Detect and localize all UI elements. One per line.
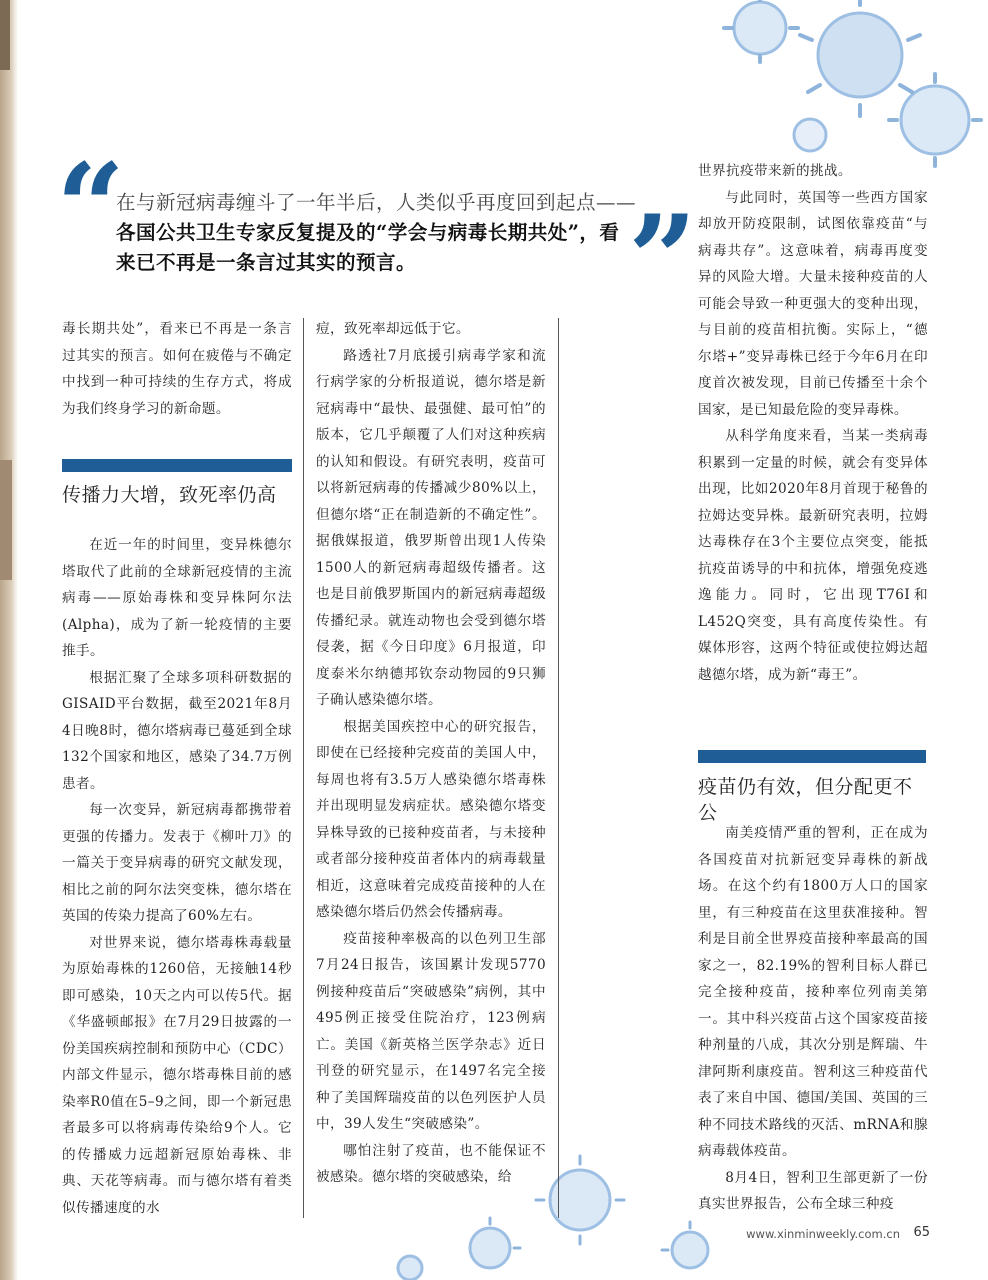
left-edge-photo <box>0 0 18 1280</box>
footer-url: www.xinminweekly.com.cn <box>746 1227 900 1241</box>
page-number: 65 <box>913 1225 930 1240</box>
pull-quote-bold: 各国公共卫生专家反复提及的“学会与病毒长期共处”，看来已不再是一条言过其实的预言。 <box>116 221 620 274</box>
col1-paragraph: 每一次变异，新冠病毒都携带着更强的传播力。发表于《柳叶刀》的一篇关于变异病毒的研究文献发现，相比之前的阿尔法突变株，德尔塔在英国的传染力提高了60%左右。 <box>62 802 292 924</box>
section-bar-1 <box>62 459 292 472</box>
col2-paragraph: 痘，致死率却远低于它。 <box>316 321 470 337</box>
column-3-body <box>698 820 928 1218</box>
column-divider-2 <box>558 318 559 1218</box>
pull-quote <box>116 188 636 278</box>
col3-paragraph: 8月4日，智利卫生部更新了一份真实世界报告，公布全球三种疫 <box>698 1169 928 1212</box>
col1-paragraph: 在近一年的时间里，变异株德尔塔取代了此前的全球新冠疫情的主流病毒——原始毒株和变异株阿尔法(Alpha)，成为了新一轮疫情的主要推手。 <box>62 537 292 659</box>
section-title-2: 疫苗仍有效，但分配更不公 <box>698 776 913 824</box>
col2-paragraph: 疫苗接种率极高的以色列卫生部7月24日报告，该国累计发现5770例接种疫苗后“突破感染”病例，其中495例正接受住院治疗，123例病亡。美国《新英格兰医学杂志》近日刊登的研究显示，在1497名完全接种了美国辉瑞疫苗的以色列医护人员中，39人发生“突破感染”。 <box>316 930 546 1132</box>
col2-paragraph: 哪怕注射了疫苗，也不能保证不被感染。德尔塔的突破感染，给 <box>316 1142 546 1185</box>
col3-paragraph: 世界抗疫带来新的挑战。 <box>698 163 852 179</box>
column-1-top <box>62 316 292 422</box>
virus-illustration-top-right-icon <box>680 0 988 180</box>
close-quote-icon: ” <box>628 189 698 330</box>
pull-quote-lead: 在与新冠病毒缠斗了一年半后，人类似乎再度回到起点—— <box>116 191 637 214</box>
col1-paragraph: 对世界来说，德尔塔毒株毒载量为原始毒株的1260倍，无接触14秒即可感染，10天之内可以传5代。据《华盛顿邮报》在7月29日披露的一份美国疾病控制和预防中心（CDC）内部文件显示，德尔塔毒株目前的感染率R0值在5–9之间，即一个新冠患者最多可以将病毒传染给9个人。它的传播威力远超新冠原始毒株、非典、天花等病毒。而与德尔塔有着类似传播速度的水 <box>62 934 292 1216</box>
col3-paragraph: 与此同时，英国等一些西方国家却放开防疫限制，试图依靠疫苗“与病毒共存”。这意味着，病毒再度变异的风险大增。大量未接种疫苗的人可能会导致一种更强大的变种出现，与目前的疫苗相抗衡。实际上，“德尔塔+”变异毒株已经于今年6月在印度首次被发现，目前已传播至十余个国家，是已知最危险的变异毒株。 <box>698 189 928 418</box>
section-title-1: 传播力大增，致死率仍高 <box>62 484 277 506</box>
open-quote-icon: “ <box>56 137 126 278</box>
column-1-body <box>62 532 292 1221</box>
col3-paragraph: 南美疫情严重的智利，正在成为各国疫苗对抗新冠变异毒株的新战场。在这个约有1800万人口的国家里，有三种疫苗在这里获准接种。智利是目前全世界疫苗接种率最高的国家之一，82.19%的智利目标人群已完全接种疫苗，接种率位列南美第一。其中科兴疫苗占这个国家疫苗接种剂量的八成，其次分别是辉瑞、牛津阿斯利康疫苗。智利这三种疫苗代表了来自中国、德国/美国、英国的三种不同技术路线的灭活、mRNA和腺病毒载体疫苗。 <box>698 825 928 1159</box>
column-2 <box>316 316 546 1191</box>
col2-paragraph: 根据美国疾控中心的研究报告，即使在已经接种完疫苗的美国人中，每周也将有3.5万人感染德尔塔毒株并出现明显发病症状。感染德尔塔变异株导致的已接种疫苗者，与未接种或者部分接种疫苗者体内的病毒载量相近，这意味着完成疫苗接种的人在感染德尔塔后仍然会传播病毒。 <box>316 718 546 920</box>
section-bar-2 <box>698 750 926 763</box>
col1-intro: 毒长期共处”，看来已不再是一条言过其实的预言。如何在疲倦与不确定中找到一种可持续的生存方式，将成为我们终身学习的新命题。 <box>62 321 292 417</box>
col1-paragraph: 根据汇聚了全球多项科研数据的GISAID平台数据，截至2021年8月4日晚8时，德尔塔病毒已蔓延到全球132个国家和地区，感染了34.7万例患者。 <box>62 669 292 792</box>
column-divider-1 <box>303 318 304 1218</box>
col3-paragraph: 从科学角度来看，当某一类病毒积累到一定量的时候，就会有变异体出现，比如2020年8月首现于秘鲁的拉姆达变异株。最新研究表明，拉姆达毒株存在3个主要位点突变，能抵抗疫苗诱导的中和抗体，增强免疫逃逸能力。同时，它出现T76I和L452Q突变，具有高度传染性。有媒体形容，这两个特征或使拉姆达超越德尔塔，成为新“毒王”。 <box>698 428 928 683</box>
col2-paragraph: 路透社7月底援引病毒学家和流行病学家的分析报道说，德尔塔是新冠病毒中“最快、最强健、最可怕”的版本，它几乎颠覆了人们对这种疾病的认知和假设。有研究表明，疫苗可以将新冠病毒的传播减少80%以上，但德尔塔“正在制造新的不确定性”。据俄媒报道，俄罗斯曾出现1人传染1500人的新冠病毒超级传播者。这也是目前俄罗斯国内的新冠病毒超级传播纪录。就连动物也会受到德尔塔侵袭，据《今日印度》6月报道，印度泰米尔纳德邦钦奈动物园的9只狮子确认感染德尔塔。 <box>316 347 546 708</box>
column-3-top <box>698 158 928 688</box>
